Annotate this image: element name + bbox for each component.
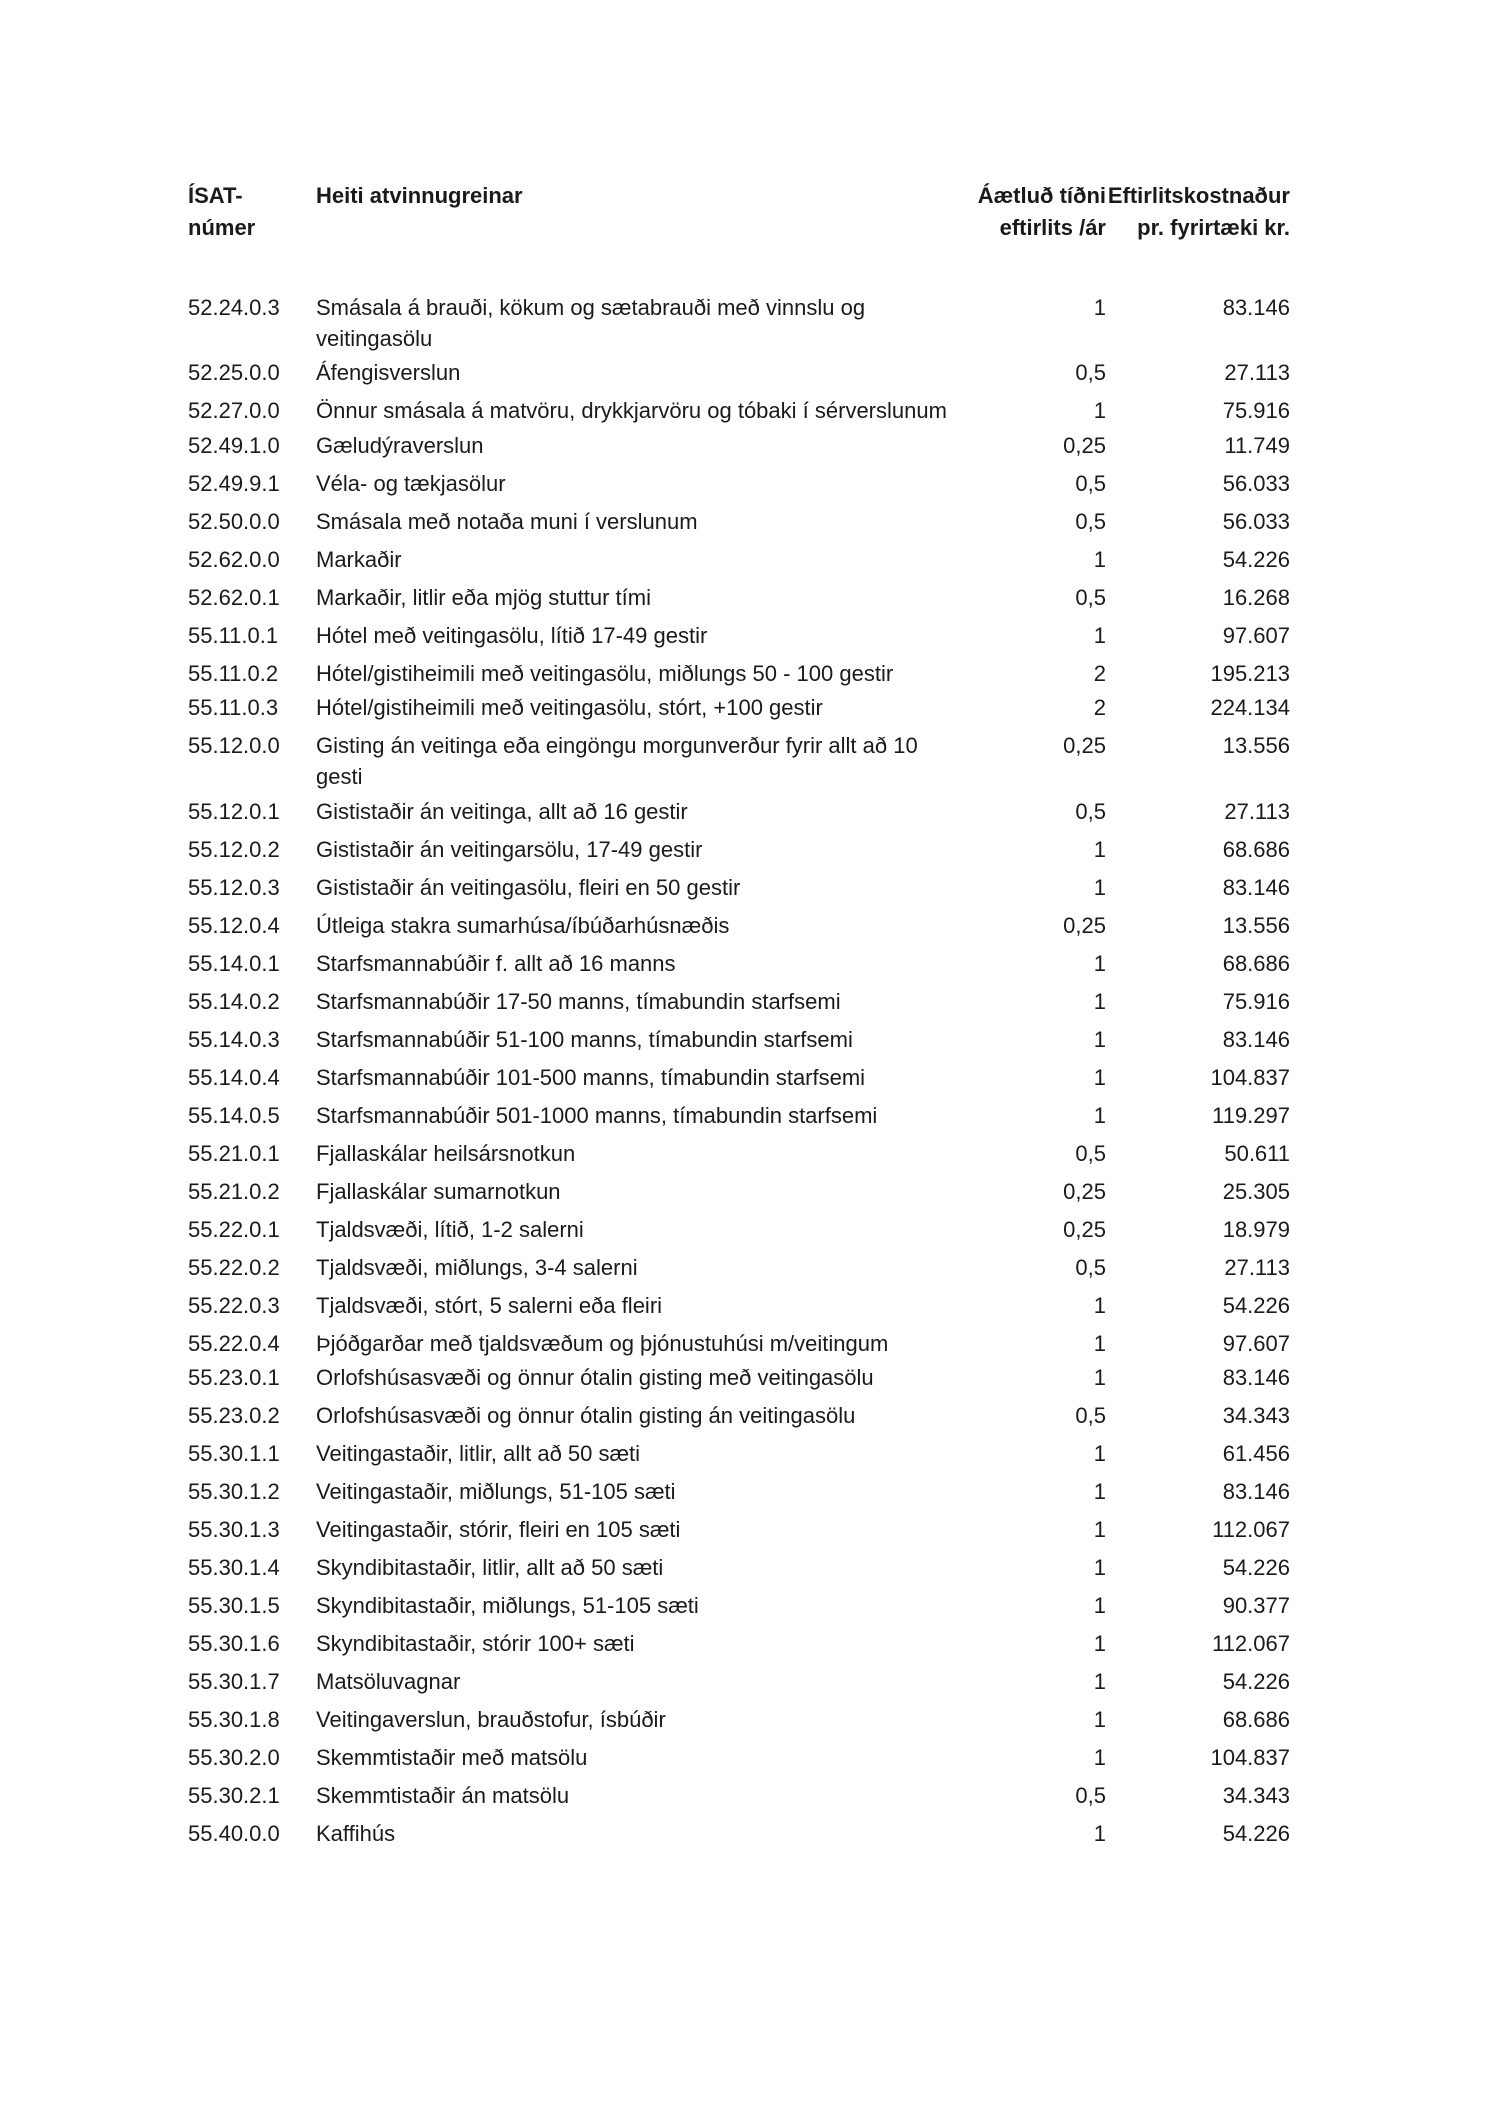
row-cost: 18.979	[1222, 1216, 1290, 1242]
row-name: Starfsmannabúðir 17-50 manns, tímabundin starfsemi	[316, 988, 841, 1014]
row-cost: 27.113	[1224, 1254, 1290, 1280]
table-row	[188, 689, 1290, 727]
table-row	[188, 1359, 1290, 1397]
row-name: Fjallaskálar sumarnotkun	[316, 1178, 561, 1204]
row-code: 52.50.0.0	[188, 508, 280, 534]
header-freq-line1: Áætluð tíðni	[977, 183, 1106, 208]
row-cost: 83.146	[1222, 294, 1290, 320]
row-code: 55.30.2.0	[188, 1745, 280, 1770]
row-frequency: 1	[1093, 1102, 1106, 1128]
row-cost: 97.607	[1222, 1330, 1290, 1356]
row-frequency: 1	[1093, 1365, 1106, 1390]
row-cost: 104.837	[1210, 1064, 1290, 1090]
row-frequency: 1	[1093, 1555, 1106, 1580]
row-cost: 75.916	[1222, 988, 1290, 1014]
row-code: 55.11.0.1	[188, 622, 279, 648]
row-frequency: 0,5	[1075, 798, 1106, 824]
row-frequency: 0,5	[1075, 470, 1106, 496]
row-code: 55.30.1.2	[188, 1479, 280, 1504]
row-code: 55.22.0.3	[188, 1292, 280, 1318]
row-name: Skyndibitastaðir, litlir, allt að 50 sæti	[316, 1555, 664, 1580]
row-name: Markaðir	[316, 546, 402, 572]
row-cost: 83.146	[1222, 1026, 1290, 1052]
header-freq-line2: eftirlits /ár	[999, 215, 1106, 240]
row-cost: 50.611	[1224, 1140, 1290, 1166]
row-cost: 13.556	[1222, 912, 1290, 938]
row-code: 55.23.0.2	[188, 1403, 280, 1428]
row-name: Veitingastaðir, litlir, allt að 50 sæti	[316, 1441, 641, 1466]
row-code: 55.30.1.5	[188, 1593, 280, 1618]
row-code: 55.30.1.1	[188, 1441, 280, 1466]
row-name: Fjallaskálar heilsársnotkun	[316, 1140, 576, 1166]
row-name: Gæludýraverslun	[316, 432, 484, 458]
row-name: Skyndibitastaðir, miðlungs, 51-105 sæti	[316, 1593, 699, 1618]
row-name: Hótel/gistiheimili með veitingasölu, stórt, +100 gestir	[316, 695, 823, 720]
table-row	[188, 1549, 1290, 1587]
row-cost: 112.067	[1212, 1631, 1290, 1656]
row-cost: 104.837	[1210, 1745, 1290, 1770]
row-code: 52.49.9.1	[188, 470, 280, 496]
row-frequency: 0,5	[1075, 1140, 1106, 1166]
row-name: Skyndibitastaðir, stórir 100+ sæti	[316, 1631, 635, 1656]
row-frequency: 2	[1093, 695, 1106, 720]
row-frequency: 0,25	[1063, 733, 1106, 758]
table-row	[188, 1625, 1290, 1663]
row-frequency: 1	[1093, 1631, 1106, 1656]
row-name: Hótel með veitingasölu, lítið 17-49 gestir	[316, 622, 708, 648]
row-name: Kaffihús	[316, 1821, 396, 1846]
row-code: 55.11.0.2	[188, 660, 279, 686]
row-code: 55.21.0.2	[188, 1178, 280, 1204]
row-cost: 54.226	[1222, 1821, 1290, 1846]
table-row	[188, 1134, 1290, 1172]
table-row	[188, 426, 1290, 464]
row-name: Orlofshúsasvæði og önnur ótalin gisting án veitingasölu	[316, 1403, 856, 1428]
row-code: 55.14.0.2	[188, 988, 280, 1014]
table-row	[188, 1286, 1290, 1324]
row-code: 55.30.1.6	[188, 1631, 280, 1656]
row-code: 55.14.0.1	[188, 950, 280, 976]
row-frequency: 1	[1093, 1593, 1106, 1618]
header-code-line1: ÍSAT-	[188, 183, 243, 208]
row-name: Starfsmannabúðir 51-100 manns, tímabundin starfsemi	[316, 1026, 853, 1052]
row-frequency: 0,5	[1075, 508, 1106, 534]
row-cost: 68.686	[1222, 950, 1290, 976]
table-row	[188, 654, 1290, 689]
row-cost: 56.033	[1222, 508, 1290, 534]
row-name: Matsöluvagnar	[316, 1669, 461, 1694]
header-code	[188, 180, 316, 244]
row-code: 55.30.2.1	[188, 1783, 280, 1808]
row-cost: 27.113	[1224, 360, 1290, 385]
row-code: 55.40.0.0	[188, 1821, 280, 1846]
row-name: Skemmtistaðir án matsölu	[316, 1783, 570, 1808]
table-row	[188, 1739, 1290, 1777]
row-frequency: 1	[1093, 1441, 1106, 1466]
table-row	[188, 1587, 1290, 1625]
row-name: Markaðir, litlir eða mjög stuttur tími	[316, 584, 651, 610]
row-frequency: 1	[1093, 1292, 1106, 1318]
row-frequency: 0,5	[1075, 1403, 1106, 1428]
row-cost: 16.268	[1222, 584, 1290, 610]
row-cost: 83.146	[1222, 1365, 1290, 1390]
row-frequency: 1	[1093, 950, 1106, 976]
row-frequency: 1	[1093, 836, 1106, 862]
row-cost: 75.916	[1222, 398, 1290, 423]
row-frequency: 1	[1093, 1669, 1106, 1694]
row-name: Þjóðgarðar með tjaldsvæðum og þjónustuhúsi m/veitingum	[316, 1330, 889, 1356]
row-frequency: 0,5	[1075, 1783, 1106, 1808]
table-row	[188, 1096, 1290, 1134]
row-name: Smásala á brauði, kökum og sætabrauði með vinnslu og veitingasölu	[316, 294, 866, 351]
row-name: Gististaðir án veitingasölu, fleiri en 50 gestir	[316, 874, 741, 900]
row-name: Tjaldsvæði, lítið, 1-2 salerni	[316, 1216, 584, 1242]
row-frequency: 1	[1093, 1517, 1106, 1542]
table-body	[188, 288, 1290, 1853]
row-frequency: 1	[1093, 622, 1106, 648]
row-name: Tjaldsvæði, stórt, 5 salerni eða fleiri	[316, 1292, 663, 1318]
table-row	[188, 464, 1290, 502]
row-name: Starfsmannabúðir 501-1000 manns, tímabundin starfsemi	[316, 1102, 878, 1128]
table-row	[188, 1473, 1290, 1511]
row-cost: 61.456	[1222, 1441, 1290, 1466]
row-name: Orlofshúsasvæði og önnur ótalin gisting með veitingasölu	[316, 1365, 874, 1390]
row-name: Önnur smásala á matvöru, drykkjarvöru og tóbaki í sérverslunum	[316, 398, 947, 423]
row-code: 55.30.1.7	[188, 1669, 280, 1694]
row-cost: 27.113	[1224, 798, 1290, 824]
row-name: Tjaldsvæði, miðlungs, 3-4 salerni	[316, 1254, 638, 1280]
row-code: 55.30.1.8	[188, 1707, 280, 1732]
row-name: Starfsmannabúðir f. allt að 16 manns	[316, 950, 676, 976]
header-cost-line1: Eftirlitskostnaður	[1107, 183, 1290, 208]
table-row	[188, 906, 1290, 944]
table-row	[188, 616, 1290, 654]
table-row	[188, 1435, 1290, 1473]
row-code: 55.22.0.2	[188, 1254, 280, 1280]
row-cost: 90.377	[1222, 1593, 1290, 1618]
row-cost: 54.226	[1222, 1555, 1290, 1580]
table-row	[188, 1777, 1290, 1815]
row-name: Gististaðir án veitinga, allt að 16 gestir	[316, 798, 688, 824]
row-code: 52.27.0.0	[188, 398, 280, 423]
table-row	[188, 540, 1290, 578]
row-code: 55.23.0.1	[188, 1365, 280, 1390]
row-frequency: 1	[1093, 988, 1106, 1014]
table-row	[188, 944, 1290, 982]
row-cost: 56.033	[1222, 470, 1290, 496]
header-cost	[1106, 180, 1290, 244]
row-code: 52.62.0.1	[188, 584, 280, 610]
row-code: 55.22.0.4	[188, 1330, 280, 1356]
row-frequency: 1	[1093, 546, 1106, 572]
row-name: Starfsmannabúðir 101-500 manns, tímabundin starfsemi	[316, 1064, 866, 1090]
row-name: Veitingastaðir, miðlungs, 51-105 sæti	[316, 1479, 676, 1504]
row-cost: 195.213	[1210, 660, 1290, 686]
table-row	[188, 868, 1290, 906]
table-row	[188, 1511, 1290, 1549]
row-name: Gisting án veitinga eða eingöngu morgunverður fyrir allt að 10 gesti	[316, 733, 918, 789]
table-row	[188, 1701, 1290, 1739]
row-frequency: 0,5	[1075, 1254, 1106, 1280]
row-name: Veitingaverslun, brauðstofur, ísbúðir	[316, 1707, 666, 1732]
row-code: 55.14.0.5	[188, 1102, 280, 1128]
row-frequency: 1	[1093, 1330, 1106, 1356]
row-name: Smásala með notaða muni í verslunum	[316, 508, 698, 534]
row-code: 55.12.0.1	[188, 798, 280, 824]
row-frequency: 0,25	[1063, 912, 1106, 938]
row-cost: 112.067	[1212, 1517, 1290, 1542]
table-row	[188, 1248, 1290, 1286]
row-frequency: 1	[1093, 1026, 1106, 1052]
row-cost: 83.146	[1222, 1479, 1290, 1504]
row-name: Skemmtistaðir með matsölu	[316, 1745, 588, 1770]
row-cost: 34.343	[1222, 1403, 1290, 1428]
table-row	[188, 792, 1290, 830]
table-row	[188, 288, 1290, 354]
table-row	[188, 1397, 1290, 1435]
row-frequency: 0,5	[1075, 584, 1106, 610]
row-name: Áfengisverslun	[316, 360, 461, 385]
row-frequency: 0,25	[1063, 1216, 1106, 1242]
row-cost: 54.226	[1222, 1292, 1290, 1318]
row-code: 55.12.0.4	[188, 912, 280, 938]
row-cost: 68.686	[1222, 836, 1290, 862]
row-frequency: 1	[1093, 1745, 1106, 1770]
row-frequency: 1	[1093, 1479, 1106, 1504]
row-code: 55.14.0.3	[188, 1026, 280, 1052]
table-row	[188, 830, 1290, 868]
row-code: 52.24.0.3	[188, 294, 280, 320]
row-frequency: 2	[1093, 660, 1106, 686]
row-frequency: 1	[1093, 294, 1106, 320]
table-row	[188, 392, 1290, 427]
row-cost: 97.607	[1222, 622, 1290, 648]
header-name: Heiti atvinnugreinar	[316, 183, 523, 208]
table-row	[188, 1172, 1290, 1210]
row-code: 52.62.0.0	[188, 546, 280, 572]
row-name: Hótel/gistiheimili með veitingasölu, miðlungs 50 - 100 gestir	[316, 660, 894, 686]
row-frequency: 0,25	[1063, 1178, 1106, 1204]
row-name: Gististaðir án veitingarsölu, 17-49 gestir	[316, 836, 703, 862]
row-code: 55.12.0.3	[188, 874, 280, 900]
row-name: Véla- og tækjasölur	[316, 470, 506, 496]
row-cost: 224.134	[1210, 695, 1290, 720]
table-row	[188, 982, 1290, 1020]
row-cost: 25.305	[1222, 1178, 1290, 1204]
row-cost: 54.226	[1222, 546, 1290, 572]
row-cost: 68.686	[1222, 1707, 1290, 1732]
table-row	[188, 1663, 1290, 1701]
row-code: 55.30.1.3	[188, 1517, 280, 1542]
row-frequency: 1	[1093, 874, 1106, 900]
row-name: Veitingastaðir, stórir, fleiri en 105 sæti	[316, 1517, 681, 1542]
row-frequency: 1	[1093, 1064, 1106, 1090]
row-frequency: 1	[1093, 1707, 1106, 1732]
row-cost: 54.226	[1222, 1669, 1290, 1694]
row-frequency: 0,25	[1063, 432, 1106, 458]
table-row	[188, 1020, 1290, 1058]
row-name: Útleiga stakra sumarhúsa/íbúðarhúsnæðis	[316, 912, 730, 938]
row-cost: 34.343	[1222, 1783, 1290, 1808]
row-cost: 83.146	[1222, 874, 1290, 900]
table-row	[188, 1210, 1290, 1248]
table-row	[188, 727, 1290, 793]
table-row	[188, 1815, 1290, 1853]
table-row	[188, 1058, 1290, 1096]
row-code: 55.21.0.1	[188, 1140, 280, 1166]
table-row	[188, 354, 1290, 392]
table-row	[188, 1324, 1290, 1359]
row-code: 55.14.0.4	[188, 1064, 280, 1090]
table-row	[188, 578, 1290, 616]
row-code: 55.30.1.4	[188, 1555, 280, 1580]
header-frequency	[966, 180, 1106, 244]
table-row	[188, 502, 1290, 540]
row-code: 55.12.0.2	[188, 836, 280, 862]
header-code-line2: númer	[188, 215, 256, 240]
row-frequency: 1	[1093, 398, 1106, 423]
row-code: 55.22.0.1	[188, 1216, 280, 1242]
inspection-cost-table	[188, 180, 1290, 1853]
row-frequency: 1	[1093, 1821, 1106, 1846]
row-cost: 13.556	[1222, 733, 1290, 758]
row-code: 52.25.0.0	[188, 360, 280, 385]
header-cost-line2: pr. fyrirtæki kr.	[1137, 215, 1290, 240]
row-code: 55.12.0.0	[188, 733, 280, 758]
row-cost: 119.297	[1212, 1102, 1290, 1128]
row-cost: 11.749	[1224, 432, 1290, 458]
table-header	[188, 180, 1290, 244]
row-code: 55.11.0.3	[188, 695, 279, 720]
row-frequency: 0,5	[1075, 360, 1106, 385]
row-code: 52.49.1.0	[188, 432, 280, 458]
